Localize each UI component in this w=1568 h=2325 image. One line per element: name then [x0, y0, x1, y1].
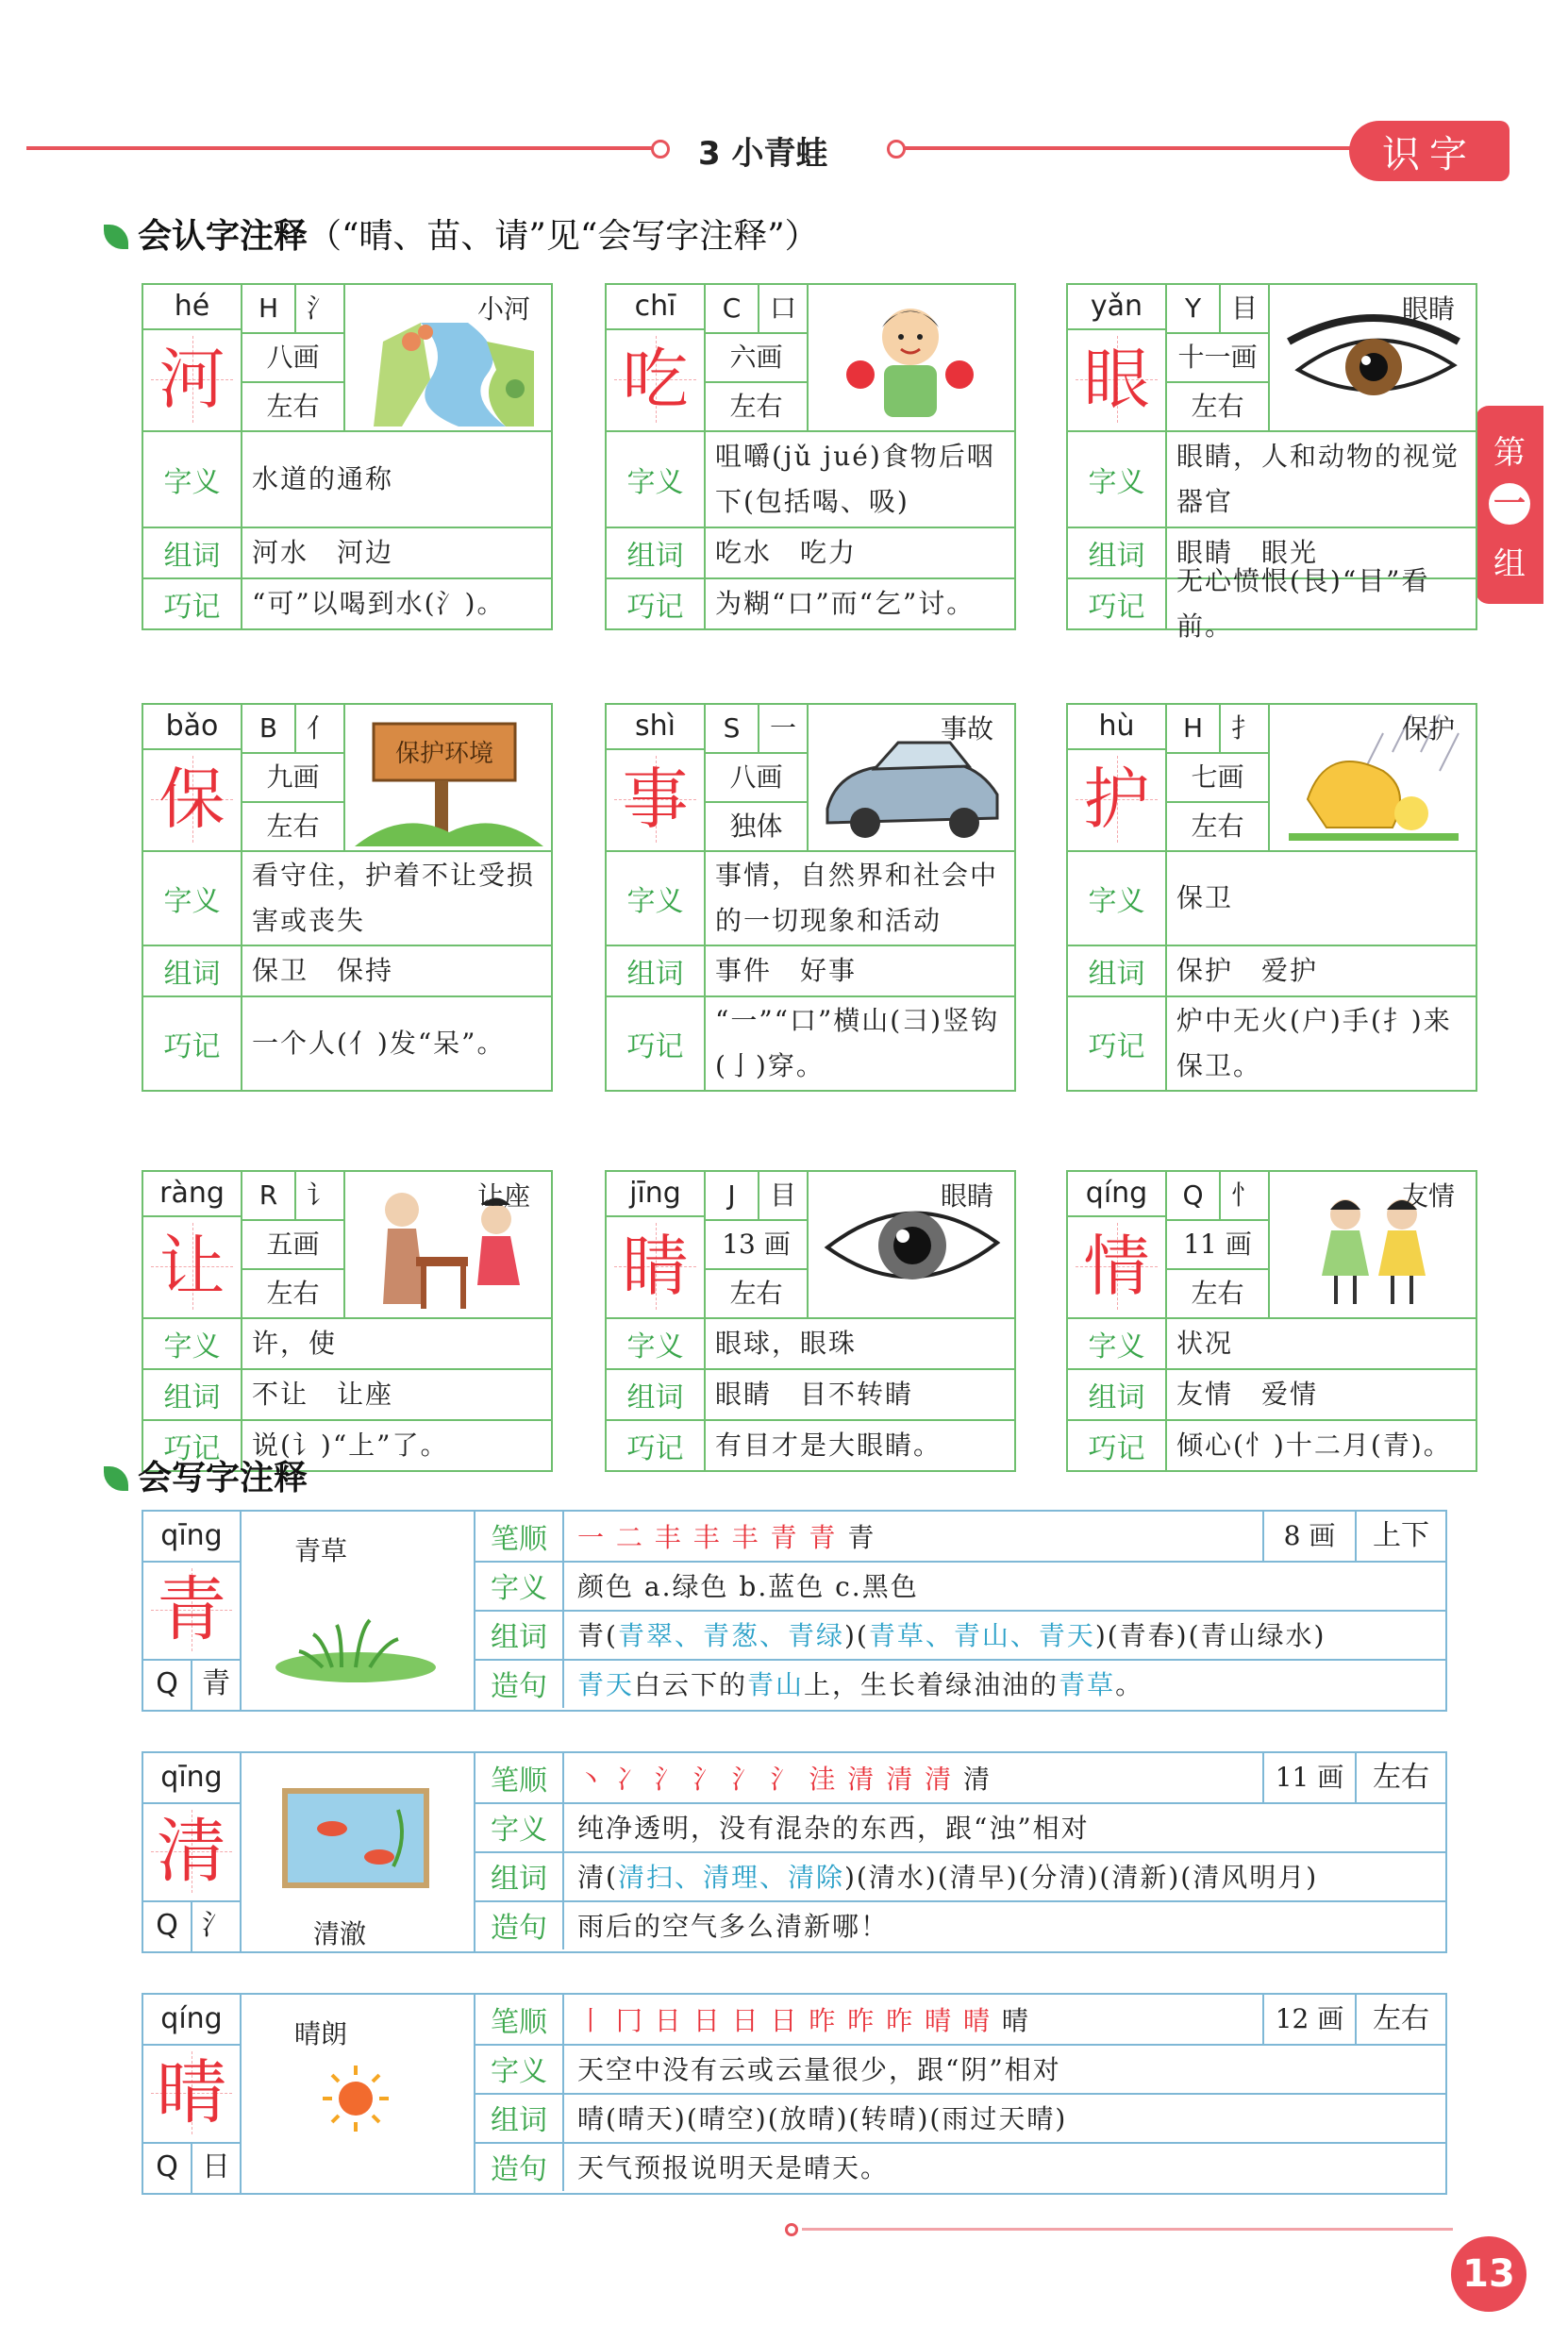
card-pinyin: yǎn: [1090, 290, 1143, 323]
card-value-words: 保卫 保持: [252, 955, 394, 986]
card-index-letter: J: [727, 1179, 736, 1211]
card-value-words: 友情 爱情: [1176, 1379, 1319, 1410]
card-value-meaning: 许，使: [252, 1328, 338, 1359]
header-dot-left: [651, 140, 670, 159]
card-caption: 眼睛: [940, 1180, 993, 1212]
card-label-tip: 巧记: [607, 1421, 706, 1470]
write-label-sentence: 造句: [475, 2142, 564, 2191]
write-label-words: 组词: [475, 1851, 564, 1900]
section-note: （“晴、苗、请”见“会写字注释”）: [308, 217, 819, 256]
card-pinyin: jīng: [629, 1177, 681, 1210]
card-label-tip: 巧记: [143, 579, 242, 628]
card-row-tip: [1068, 997, 1476, 1090]
write-value-meaning: 天空中没有云或云量很少，跟“阴”相对: [577, 2054, 1061, 2085]
card-label-tip: 巧记: [1068, 579, 1167, 628]
card-label-words: 组词: [143, 1370, 242, 1419]
write-label-order: 笔顺: [475, 1753, 564, 1802]
card-value-words: 眼睛 目不转睛: [715, 1379, 914, 1410]
section-tag: 识字: [1349, 121, 1510, 181]
card-index-letter: R: [259, 1179, 278, 1211]
card-label-meaning: 字义: [1068, 852, 1167, 945]
card-row-tip: [143, 997, 551, 1090]
card-value-meaning: 看守住，护着不让受损害或丧失: [252, 860, 536, 936]
card-character: 河: [143, 328, 241, 430]
write-label-words: 组词: [475, 2093, 564, 2142]
card-value-tip: 无心愤恨(艮)“目”看前。: [1176, 565, 1430, 642]
card-caption: 友情: [1401, 1180, 1455, 1212]
card-stroke-count: 九画: [266, 761, 320, 793]
write-value-meaning: 纯净透明，没有混杂的东西，跟“浊”相对: [577, 1813, 1090, 1844]
card-pinyin: chī: [634, 290, 676, 323]
write-radical: 青: [191, 1659, 240, 1710]
card-row-words: [1068, 1370, 1476, 1421]
card-character: 让: [143, 1215, 241, 1317]
card-row-tip: [143, 579, 551, 628]
write-table: [142, 1510, 1447, 1712]
write-row-meaning: [475, 2044, 1445, 2095]
card-structure: 独体: [729, 811, 783, 842]
card-value-meaning: 眼球，眼珠: [715, 1328, 858, 1359]
card-illustration: [345, 1172, 549, 1317]
card-label-words: 组词: [607, 528, 706, 577]
card-label-words: 组词: [1068, 946, 1167, 995]
card-pinyin: hù: [1098, 710, 1135, 743]
card-radical: 氵: [306, 293, 333, 324]
char-card: [605, 1170, 1016, 1472]
card-index-letter: S: [723, 712, 741, 744]
card-radical: 讠: [306, 1179, 333, 1211]
card-row-meaning: [1068, 1319, 1476, 1370]
card-row-words: [1068, 946, 1476, 997]
card-illustration: [345, 705, 549, 850]
card-illustration: [809, 705, 1012, 850]
leaf-icon: [104, 225, 128, 249]
card-value-words: 不让 让座: [252, 1379, 394, 1410]
card-row-tip: [607, 1421, 1014, 1470]
card-radical: 忄: [1230, 1179, 1258, 1211]
card-label-meaning: 字义: [1068, 432, 1167, 527]
card-stroke-count: 十一画: [1177, 342, 1258, 373]
write-value-sentence: 青天白云下的青山上，生长着绿油油的青草。: [577, 1669, 1144, 1700]
card-row-meaning: [143, 852, 551, 946]
card-pinyin: bǎo: [165, 710, 219, 743]
write-radical: 氵: [191, 1900, 240, 1951]
card-value-tip: 一个人(亻)发“呆”。: [252, 1028, 506, 1059]
card-character: 吃: [607, 328, 704, 430]
card-value-tip: “可”以喝到水(氵)。: [252, 588, 506, 619]
write-row-meaning: [475, 1561, 1445, 1612]
write-label-meaning: 字义: [475, 1561, 564, 1610]
card-row-meaning: [143, 432, 551, 528]
card-illustration: [1270, 1172, 1474, 1317]
card-structure: 左右: [1191, 811, 1244, 842]
card-value-tip: 炉中无火(户)手(扌)来保卫。: [1176, 1005, 1452, 1081]
group-side-tab: [1476, 406, 1543, 604]
card-index-letter: Y: [1184, 293, 1202, 324]
card-value-tip: 有目才是大眼睛。: [715, 1430, 942, 1461]
write-index-letter: Q: [156, 2150, 178, 2183]
char-card: [142, 703, 553, 1092]
card-row-meaning: [1068, 852, 1476, 946]
card-stroke-count: 六画: [729, 342, 783, 373]
card-value-tip: “一”“口”横山(彐)竖钩(亅)穿。: [715, 1005, 1000, 1081]
card-row-words: [607, 1370, 1014, 1421]
leaf-icon: [104, 1466, 128, 1491]
card-pinyin: ràng: [159, 1177, 225, 1210]
card-index-letter: C: [722, 293, 742, 324]
card-value-words: 吃水 吃力: [715, 537, 858, 568]
write-row-words: [475, 1851, 1445, 1902]
card-illustration: [1270, 285, 1474, 430]
card-pinyin: hé: [174, 290, 210, 323]
card-label-tip: 巧记: [607, 579, 706, 628]
write-index-letter: Q: [156, 1667, 178, 1700]
write-character: 清: [143, 1802, 240, 1900]
card-label-meaning: 字义: [607, 852, 706, 945]
write-value-order: 一 二 丰 丰 丰 青 青 青: [577, 1522, 876, 1553]
card-illustration: [809, 1172, 1012, 1317]
write-pinyin: qíng: [160, 2002, 223, 2035]
write-value-sentence: 天气预报说明天是晴天。: [577, 2152, 890, 2183]
card-value-meaning: 眼睛，人和动物的视觉器官: [1176, 441, 1460, 517]
card-label-tip: 巧记: [143, 997, 242, 1090]
char-card: [605, 703, 1016, 1092]
card-row-words: [607, 946, 1014, 997]
card-label-meaning: 字义: [1068, 1319, 1167, 1368]
svg-text:保护环境: 保护环境: [394, 740, 494, 768]
card-label-meaning: 字义: [143, 852, 242, 945]
card-value-words: 事件 好事: [715, 955, 858, 986]
write-value-words: 清(清扫、清理、清除)(清水)(清早)(分清)(清新)(清风明月): [577, 1862, 1319, 1893]
write-label-order: 笔顺: [475, 1995, 564, 2044]
card-character: 事: [607, 748, 704, 850]
card-value-words: 保护 爱护: [1176, 955, 1319, 986]
card-label-tip: 巧记: [607, 997, 706, 1090]
card-pinyin: qíng: [1085, 1177, 1148, 1210]
card-label-words: 组词: [1068, 528, 1167, 577]
card-row-meaning: [1068, 432, 1476, 528]
write-pinyin: qīng: [160, 1519, 223, 1552]
write-table: [142, 1993, 1447, 2195]
header-dot-right: [887, 140, 906, 159]
write-illustration: 清澈: [247, 1772, 469, 1942]
write-stroke-count: 11 画: [1262, 1753, 1355, 1802]
card-illustration: [345, 285, 549, 430]
card-character: 情: [1068, 1215, 1165, 1317]
write-value-order: 丨 冂 日 日 日 日 昨 昨 昨 晴 晴 晴: [577, 2005, 1030, 2036]
write-value-order: 丶 冫 氵 氵 氵 氵 洼 清 清 清 清: [577, 1764, 993, 1795]
card-label-words: 组词: [607, 946, 706, 995]
card-row-meaning: [607, 1319, 1014, 1370]
write-illustration: 青草: [247, 1530, 469, 1700]
card-index-letter: H: [1182, 712, 1204, 744]
card-value-meaning: 咀嚼(jǔ jué)食物后咽下(包括喝、吸): [715, 441, 995, 517]
card-index-letter: H: [258, 293, 279, 324]
card-character: 睛: [607, 1215, 704, 1317]
char-card: [1066, 703, 1477, 1092]
footer-dot: [785, 2223, 798, 2236]
write-structure: 左右: [1355, 1995, 1445, 2044]
card-row-meaning: [607, 432, 1014, 528]
card-structure: 左右: [729, 391, 783, 422]
card-structure: 左右: [729, 1278, 783, 1309]
card-index-letter: B: [259, 712, 278, 744]
write-row-sentence: [475, 2142, 1445, 2191]
card-caption: 让座: [476, 1180, 530, 1212]
card-stroke-count: 八画: [266, 342, 320, 373]
write-index-letter: Q: [156, 1909, 178, 1942]
card-row-words: [143, 946, 551, 997]
card-character: 眼: [1068, 328, 1165, 430]
card-radical: 口: [769, 293, 796, 324]
write-label-sentence: 造句: [475, 1900, 564, 1949]
card-label-meaning: 字义: [143, 1319, 242, 1368]
char-card: [1066, 1170, 1477, 1472]
card-row-tip: [607, 997, 1014, 1090]
card-radical: 一: [769, 712, 796, 744]
header-line-right: [904, 146, 1357, 150]
write-table: [142, 1751, 1447, 1953]
card-label-words: 组词: [607, 1370, 706, 1419]
write-structure: 上下: [1355, 1512, 1445, 1561]
page-number: 13: [1451, 2236, 1526, 2312]
write-value-sentence: 雨后的空气多么清新哪！: [577, 1911, 890, 1942]
card-structure: 左右: [1191, 391, 1244, 422]
write-illustration: 晴朗: [247, 2014, 469, 2183]
card-label-words: 组词: [143, 946, 242, 995]
write-stroke-count: 8 画: [1262, 1512, 1355, 1561]
card-illustration: [1270, 705, 1474, 850]
card-row-meaning: [143, 1319, 551, 1370]
write-row-sentence: [475, 1900, 1445, 1949]
char-card: [142, 283, 553, 630]
side-tab-text-3: 组: [1493, 545, 1526, 583]
write-row-words: [475, 2093, 1445, 2144]
card-row-tip: [607, 579, 1014, 628]
card-value-meaning: 状况: [1176, 1328, 1234, 1359]
card-radical: 扌: [1230, 712, 1258, 744]
card-structure: 左右: [266, 811, 320, 842]
side-tab-text-1: 第: [1493, 434, 1526, 472]
section-recognize-title: 会认字注释（“晴、苗、请”见“会写字注释”）: [104, 209, 819, 258]
write-label-sentence: 造句: [475, 1659, 564, 1708]
card-row-words: [143, 528, 551, 579]
card-radical: 目: [769, 1179, 796, 1211]
card-row-tip: [1068, 565, 1476, 642]
card-caption: 眼睛: [1401, 293, 1455, 325]
write-row-words: [475, 1610, 1445, 1661]
write-radical: 日: [191, 2142, 240, 2193]
card-row-meaning: [607, 852, 1014, 946]
write-character: 晴: [143, 2044, 240, 2142]
card-label-meaning: 字义: [607, 432, 706, 527]
card-structure: 左右: [266, 1278, 320, 1309]
card-character: 护: [1068, 748, 1165, 850]
card-radical: 目: [1230, 293, 1258, 324]
card-structure: 左右: [1191, 1278, 1244, 1309]
card-value-meaning: 保卫: [1176, 882, 1234, 913]
card-caption: 保护: [1401, 713, 1455, 744]
card-label-meaning: 字义: [607, 1319, 706, 1368]
card-value-meaning: 事情，自然界和社会中的一切现象和活动: [715, 860, 999, 936]
write-value-words: 晴(晴天)(晴空)(放晴)(转晴)(雨过天晴): [577, 2103, 1068, 2134]
card-label-tip: 巧记: [1068, 1421, 1167, 1470]
side-tab-text-2: 一: [1489, 483, 1530, 525]
card-value-meaning: 水道的通称: [252, 463, 394, 494]
card-caption: 事故: [940, 713, 993, 744]
write-value-words: 青(青翠、青葱、青绿)(青草、青山、青天)(青春)(青山绿水): [577, 1620, 1326, 1651]
char-card: [1066, 283, 1477, 642]
card-character: 保: [143, 748, 241, 850]
write-row-meaning: [475, 1802, 1445, 1853]
header-line-left: [26, 146, 659, 150]
write-structure: 左右: [1355, 1753, 1445, 1802]
write-value-meaning: 颜色 a.绿色 b.蓝色 c.黑色: [577, 1571, 919, 1602]
write-stroke-count: 12 画: [1262, 1995, 1355, 2044]
write-label-meaning: 字义: [475, 1802, 564, 1851]
card-row-tip: [1068, 1421, 1476, 1470]
card-value-tip: 倾心(忄)十二月(青)。: [1176, 1430, 1452, 1461]
lesson-title: 3 小青蛙: [698, 135, 828, 173]
write-pinyin: qīng: [160, 1761, 223, 1794]
card-stroke-count: 八画: [729, 761, 783, 793]
card-stroke-count: 五画: [266, 1229, 320, 1260]
write-label-words: 组词: [475, 1610, 564, 1659]
write-label-order: 笔顺: [475, 1512, 564, 1561]
write-row-sentence: [475, 1659, 1445, 1708]
card-label-meaning: 字义: [143, 432, 242, 527]
write-label-meaning: 字义: [475, 2044, 564, 2093]
card-row-words: [143, 1370, 551, 1421]
card-row-words: [607, 528, 1014, 579]
card-value-tip: 说(讠)“上”了。: [252, 1430, 449, 1461]
section-write-title: 会写字注释: [104, 1451, 308, 1499]
card-value-words: 河水 河边: [252, 537, 394, 568]
card-caption: 小河: [476, 293, 530, 325]
card-label-words: 组词: [143, 528, 242, 577]
card-index-letter: Q: [1182, 1179, 1204, 1211]
card-label-words: 组词: [1068, 1370, 1167, 1419]
write-character: 青: [143, 1561, 240, 1659]
card-radical: 亻: [306, 712, 333, 744]
card-stroke-count: 11 画: [1183, 1229, 1252, 1260]
char-card: [142, 1170, 553, 1472]
card-value-words: 眼睛 眼光: [1176, 537, 1319, 568]
char-card: [605, 283, 1016, 630]
card-stroke-count: 13 画: [722, 1229, 791, 1260]
card-value-tip: 为糊“口”而“乞”讨。: [715, 588, 976, 619]
footer-line: [802, 2228, 1453, 2231]
card-illustration: [809, 285, 1012, 430]
card-stroke-count: 七画: [1191, 761, 1244, 793]
card-pinyin: shì: [635, 710, 676, 743]
card-label-tip: 巧记: [143, 1421, 242, 1470]
card-label-tip: 巧记: [1068, 997, 1167, 1090]
card-structure: 左右: [266, 391, 320, 422]
